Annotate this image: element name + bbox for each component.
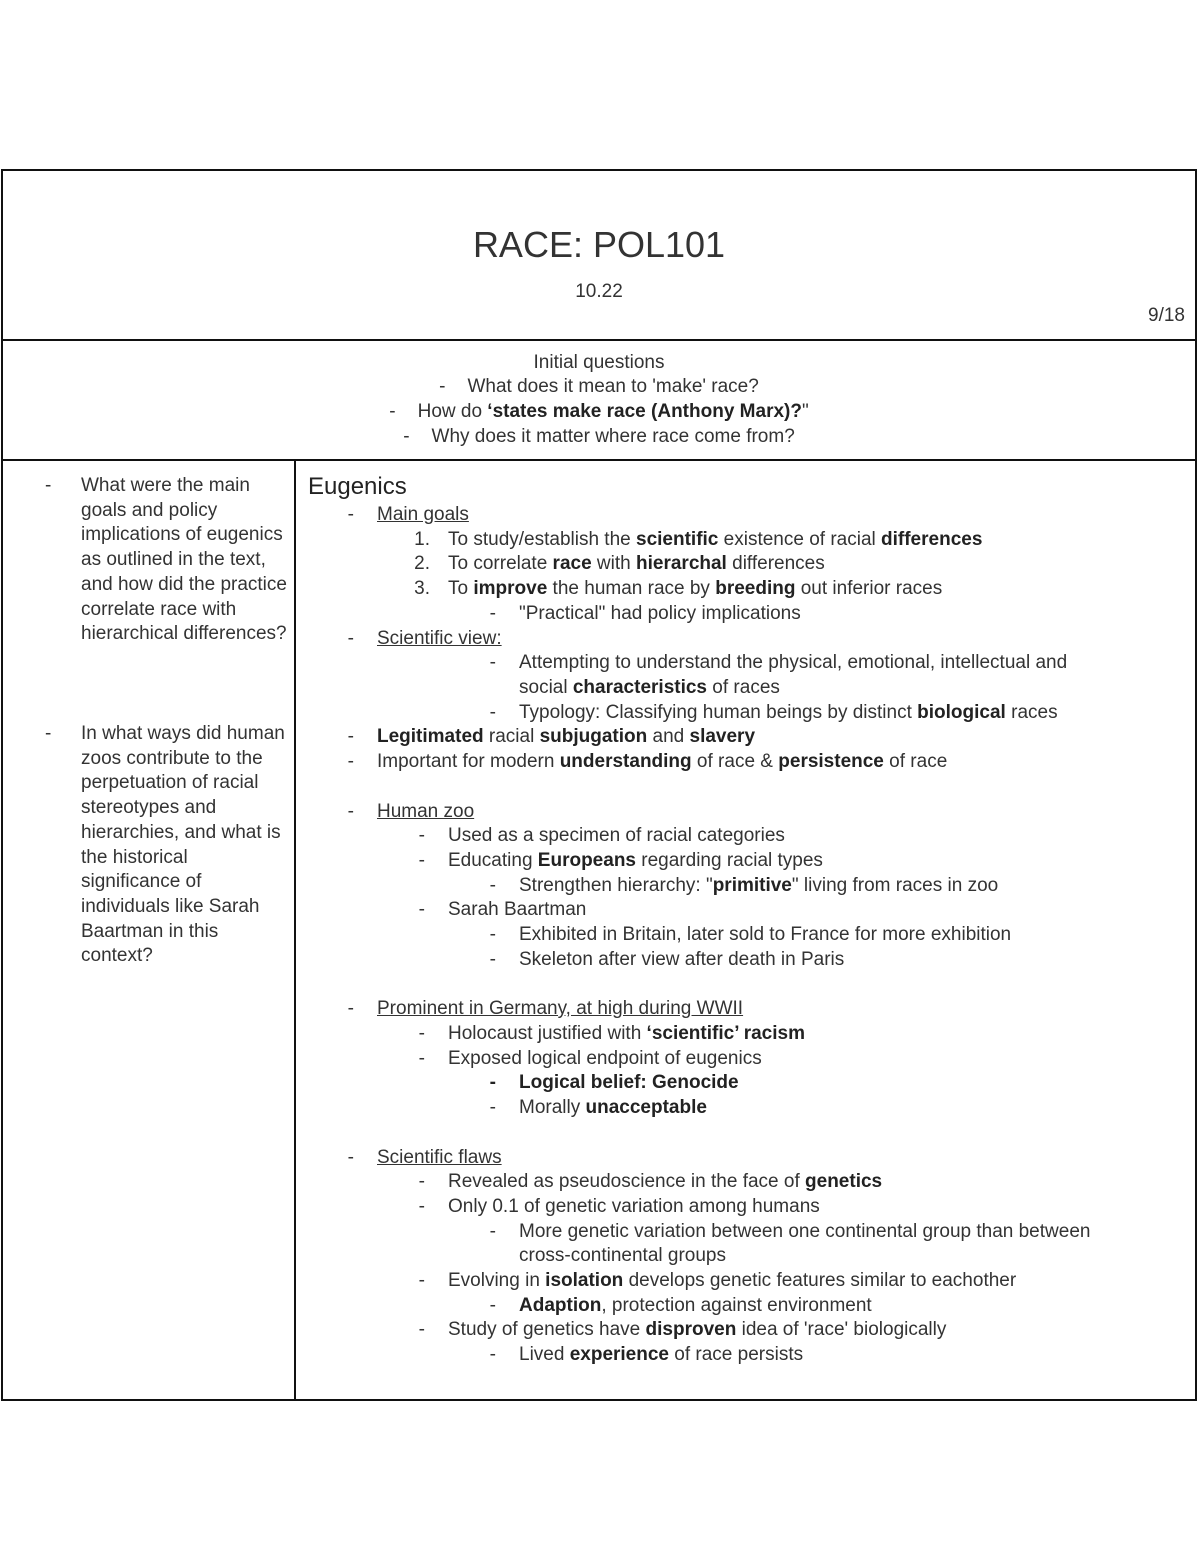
- initial-questions-heading: Initial questions: [533, 352, 665, 373]
- note-line: "Practical" had policy implications: [519, 603, 801, 624]
- cue-question-2: In what ways did human zoos contribute to the perpetuation of racial stereotypes and hierarchies, and what is the historical significance of individuals like Sarah Baartman in this context?: [81, 723, 285, 967]
- list-number: 3.: [414, 578, 430, 599]
- bullet-dash: -: [418, 1171, 425, 1192]
- note-line: Exposed logical endpoint of eugenics: [448, 1048, 762, 1069]
- note-line: To correlate race with hierarchal differences: [448, 553, 825, 574]
- note-line: Only 0.1 of genetic variation among humans: [448, 1196, 820, 1217]
- note-line: Study of genetics have disproven idea of 'race' biologically: [448, 1319, 947, 1340]
- note-scientific-view: Scientific view:: [377, 628, 502, 649]
- bullet-dash: -: [347, 628, 354, 649]
- note-line: Legitimated racial subjugation and slavery: [377, 726, 756, 747]
- bullet-dash: -: [489, 1295, 496, 1316]
- note-line: Skeleton after view after death in Paris: [519, 949, 845, 970]
- note-germany: Prominent in Germany, at high during WWII: [377, 998, 744, 1019]
- bullet-dash: -: [418, 825, 425, 846]
- bullet-dash: -: [418, 1319, 425, 1340]
- note-line: Exhibited in Britain, later sold to France for more exhibition: [519, 924, 1012, 945]
- bullet-dash: -: [418, 1196, 425, 1217]
- bullet-dash: -: [45, 475, 52, 496]
- bullet-dash: -: [389, 401, 396, 422]
- list-number: 1.: [414, 529, 430, 550]
- note-line: Educating Europeans regarding racial types: [448, 850, 823, 871]
- notes-body: [3, 461, 1195, 1399]
- bullet-dash: -: [489, 652, 496, 673]
- notes-column: [296, 461, 1195, 1399]
- bullet-dash: -: [439, 376, 446, 397]
- note-line: More genetic variation between one continental group than between: [519, 1221, 1091, 1242]
- initial-questions-section: [3, 341, 1195, 461]
- bullet-dash: -: [489, 949, 496, 970]
- bullet-dash: -: [347, 801, 354, 822]
- bullet-dash: -: [418, 1023, 425, 1044]
- note-line: social characteristics of races: [519, 677, 780, 698]
- bullet-dash: -: [347, 998, 354, 1019]
- bullet-dash: -: [347, 1147, 354, 1168]
- bullet-dash: -: [347, 504, 354, 525]
- note-line: Adaption, protection against environment: [519, 1295, 872, 1316]
- note-line: Revealed as pseudoscience in the face of genetics: [448, 1171, 883, 1192]
- bullet-dash: -: [418, 1048, 425, 1069]
- cue-column: [3, 461, 296, 1399]
- note-line: Important for modern understanding of race & persistence of race: [377, 751, 948, 772]
- bullet-dash: -: [489, 603, 496, 624]
- bullet-dash: -: [45, 723, 52, 744]
- note-line: Holocaust justified with ‘scientific’ racism: [448, 1023, 805, 1044]
- page-title: RACE: POL101: [472, 224, 726, 265]
- note-line: cross-continental groups: [519, 1245, 726, 1266]
- bullet-dash: -: [418, 1270, 425, 1291]
- bullet-dash: -: [403, 426, 410, 447]
- notes-sheet: [1, 169, 1197, 1401]
- bullet-dash: -: [418, 850, 425, 871]
- bullet-dash: -: [347, 726, 354, 747]
- list-number: 2.: [414, 553, 430, 574]
- note-main-goals: Main goals: [377, 504, 469, 525]
- page-number: 9/18: [1148, 305, 1185, 326]
- bullet-dash: -: [489, 1344, 496, 1365]
- bullet-dash: -: [489, 702, 496, 723]
- bullet-dash: -: [347, 751, 354, 772]
- note-line: Typology: Classifying human beings by distinct biological races: [519, 702, 1058, 723]
- bullet-dash: -: [489, 924, 496, 945]
- note-line: Strengthen hierarchy: "primitive" living from races in zoo: [519, 875, 999, 896]
- note-line: Morally unacceptable: [519, 1097, 707, 1118]
- bullet-dash: -: [489, 875, 496, 896]
- cue-question-1: What were the main goals and policy implications of eugenics as outlined in the text, and how did the practice correlate race with hierarchical differences?: [81, 475, 287, 645]
- note-line: Logical belief: Genocide: [519, 1072, 739, 1093]
- header: [3, 171, 1195, 341]
- note-human-zoo: Human zoo: [377, 801, 475, 822]
- initial-question-3: - Why does it matter where race come from?: [403, 426, 795, 447]
- initial-question-1: - What does it mean to 'make' race?: [439, 376, 759, 397]
- bullet-dash: -: [489, 1097, 496, 1118]
- initial-question-2: - How do ‘states make race (Anthony Marx)?": [389, 401, 809, 422]
- note-line: Sarah Baartman: [448, 899, 587, 920]
- bullet-dash: -: [489, 1221, 496, 1242]
- note-line: Lived experience of race persists: [519, 1344, 804, 1365]
- note-line: To improve the human race by breeding out inferior races: [448, 578, 943, 599]
- note-line: To study/establish the scientific existence of racial differences: [448, 529, 983, 550]
- note-scientific-flaws: Scientific flaws: [377, 1147, 502, 1168]
- bullet-dash: -: [489, 1072, 496, 1093]
- note-line: Evolving in isolation develops genetic features similar to eachother: [448, 1270, 1017, 1291]
- section-heading: Eugenics: [308, 473, 407, 500]
- page-date: 10.22: [575, 281, 623, 302]
- bullet-dash: -: [418, 899, 425, 920]
- note-line: Used as a specimen of racial categories: [448, 825, 785, 846]
- note-line: Attempting to understand the physical, emotional, intellectual and: [519, 652, 1068, 673]
